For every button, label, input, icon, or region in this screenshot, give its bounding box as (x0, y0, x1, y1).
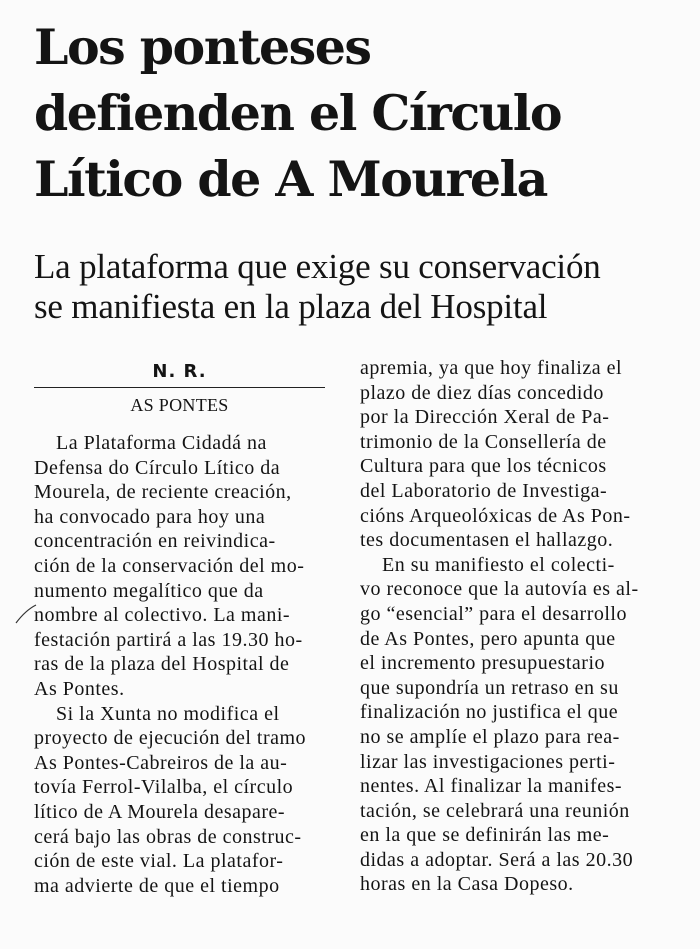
text-line: As Pontes-Cabreiros de la au- (34, 751, 288, 774)
text-line: Si la Xunta no modifica el (34, 702, 280, 725)
text-line: tes documentasen el hallazgo. (360, 529, 614, 552)
article-column-2 (360, 356, 664, 897)
text-line: por la Dirección Xeral de Pa- (360, 406, 610, 429)
text-line: En su manifiesto el colecti- (360, 553, 615, 576)
text-line: La Plataforma Cidadá na (34, 432, 267, 454)
text-line: ción de la conservación del mo- (34, 554, 305, 577)
text-line: Mourela, de reciente creación, (34, 481, 292, 504)
text-line: no se amplíe el plazo para rea- (360, 725, 620, 748)
text-line: didas a adoptar. Será a las 20.30 (360, 848, 634, 871)
dateline: AS PONTES (130, 395, 229, 415)
text-line: del Laboratorio de Investiga- (360, 479, 608, 502)
article-subheadline (34, 247, 674, 327)
text-line: Cultura para que los técnicos (360, 455, 607, 478)
article-headline (34, 14, 674, 212)
text-line: vo reconoce que la autovía es al- (360, 578, 639, 601)
byline-divider (34, 387, 325, 388)
text-line: tovía Ferrol-Vilalba, el círculo (34, 776, 294, 799)
text-line: Defensa do Círculo Lítico da (34, 456, 281, 479)
subheadline-line: La plataforma que exige su conservación (34, 247, 601, 286)
headline-line: Lítico de A Mourela (34, 150, 547, 208)
text-line: lítico de A Mourela desapare- (34, 800, 286, 823)
text-line: ción de este vial. La platafor- (34, 850, 284, 873)
headline-line: defienden el Círculo (34, 84, 562, 142)
text-line: nombre al colectivo. La mani- (34, 604, 291, 627)
text-line: trimonio de la Consellería de (360, 430, 607, 453)
text-line: tación, se celebrará una reunión (360, 799, 630, 822)
headline-line: Los ponteses (34, 18, 371, 76)
text-line: proyecto de ejecución del tramo (34, 727, 307, 750)
article-column-1 (34, 431, 328, 898)
text-line: ras de la plaza del Hospital de (34, 653, 290, 676)
text-line: que supondría un retraso en su (360, 676, 619, 699)
text-line: numento megalítico que da (34, 579, 264, 602)
text-line: concentración en reivindica- (34, 530, 276, 553)
text-line: horas en la Casa Dopeso. (360, 873, 574, 896)
text-line: cerá bajo las obras de construc- (34, 825, 302, 848)
text-line: de As Pontes, pero apunta que (360, 627, 616, 650)
subheadline-line: se manifiesta en la plaza del Hospital (34, 287, 548, 326)
text-line: finalización no justifica el que (360, 701, 619, 724)
text-line: festación partirá a las 19.30 ho- (34, 628, 303, 651)
text-line: ha convocado para hoy una (34, 505, 266, 528)
byline: N. R. (152, 361, 207, 382)
text-line: plazo de diez días concedido (360, 381, 604, 404)
text-line: apremia, ya que hoy finaliza el (360, 357, 623, 379)
text-line: go “esencial” para el desarrollo (360, 602, 627, 625)
text-line: As Pontes. (34, 677, 125, 700)
text-line: cións Arqueolóxicas de As Pon- (360, 504, 631, 527)
text-line: nentes. Al finalizar la manifes- (360, 775, 623, 798)
text-line: lizar las investigaciones perti- (360, 750, 616, 773)
text-line: el incremento presupuestario (360, 652, 606, 675)
text-line: ma advierte de que el tiempo (34, 874, 280, 897)
text-line: en la que se definirán las me- (360, 824, 610, 847)
